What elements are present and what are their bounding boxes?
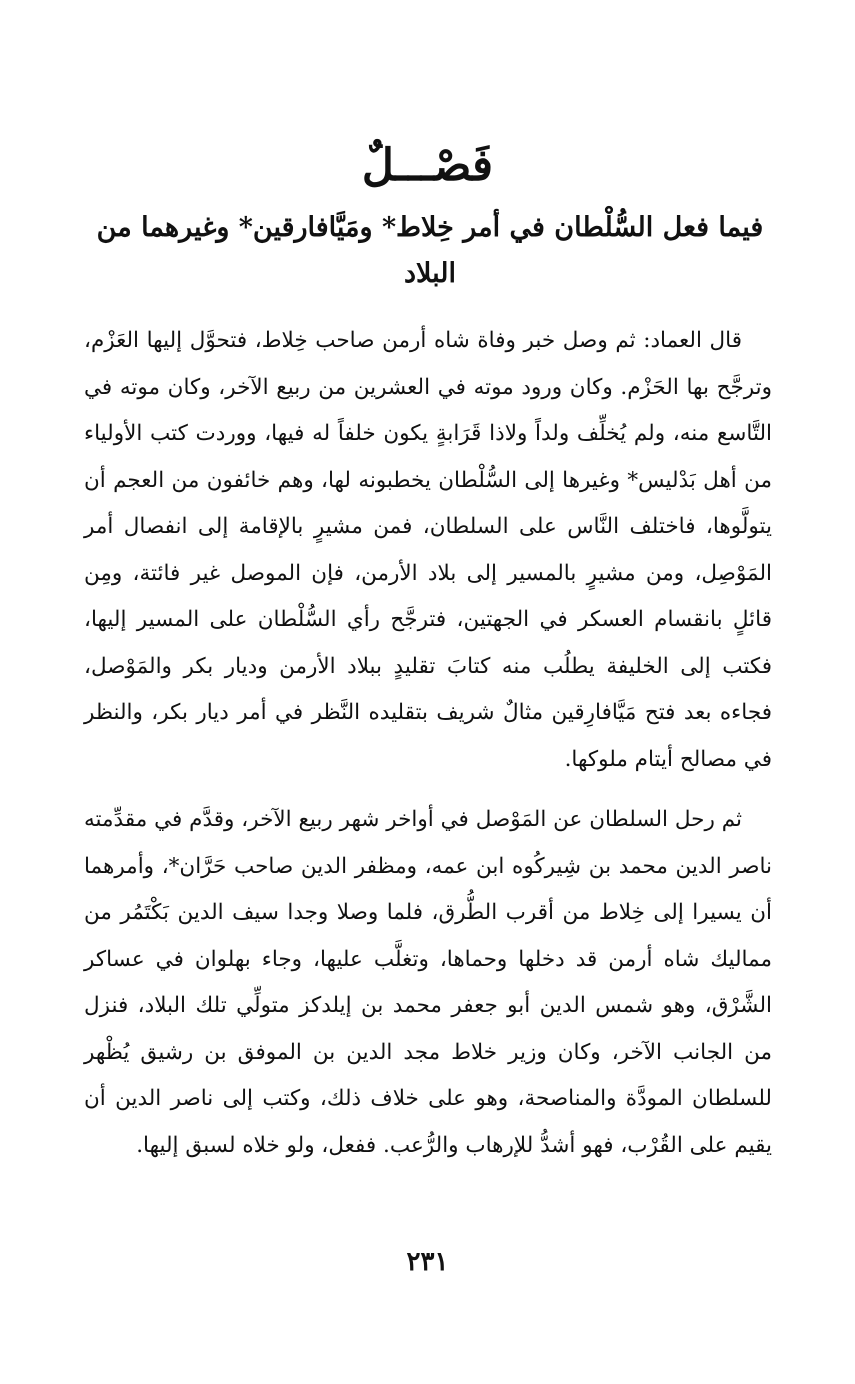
- page-number: ٢٣١: [406, 1247, 449, 1277]
- section-heading: فَصْـــلٌ: [361, 140, 494, 191]
- chapter-title: فيما فعل السُّلْطان في أمر خِلاط* ومَيَّافارقين* وغيرهما من البلاد: [96, 212, 764, 289]
- paragraph-1: قال العماد: ثم وصل خبر وفاة شاه أرمن صاحب خِلاط، فتحوَّل إليها العَزْم، وترجَّح بها الحَزْم. وكان ورود موته في العشرين من ربيع الآخر، وكان موته في التَّاسع منه، ولم يُخلِّف ولداً ولاذا قَرَابةٍ يكون خلفاً له فيها، ووردت كتب الأولياء من أهل بَدْليس* وغيرها إلى السُّلْطان يخطبونه لها، وهم خائفون من العجم أن يتولَّوها، فاختلف النَّاس على السلطان، فمن مشيرٍ بالإقامة إلى انفصال أمر المَوْصِل، ومن مشيرٍ بالمسير إلى بلاد الأرمن، فإن الموصل غير فائتة، ومِن قائلٍ بانقسام العسكر في الجهتين، فترجَّح رأي السُّلْطان على المسير إليها، فكتب إلى الخليفة يطلُب منه كتابَ تقليدٍ ببلاد الأرمن وديار بكر والمَوْصل، فجاءه بعد فتح مَيَّافارِقين مثالٌ شريف بتقليده النَّظر في أمر ديار بكر، والنظر في مصالح أيتام ملوكها.: [84, 328, 772, 772]
- body-text: [84, 318, 772, 1169]
- paragraph-2: ثم رحل السلطان عن المَوْصل في أواخر شهر ربيع الآخر، وقدَّم في مقدِّمته ناصر الدين محمد بن شِيركُوه ابن عمه، ومظفر الدين صاحب حَرَّان*، وأمرهما أن يسيرا إلى خِلاط من أقرب الطُّرق، فلما وصلا وجدا سيف الدين بَكْتَمُر من مماليك شاه أرمن قد دخلها وحماها، وتغلَّب عليها، وجاء بهلوان في عساكر الشَّرْق، وهو شمس الدين أبو جعفر محمد بن إيلدكز متولِّي تلك البلاد، فنزل من الجانب الآخر، وكان وزير خلاط مجد الدين بن الموفق بن رشيق يُظْهر للسلطان المودَّة والمناصحة، وهو على خلاف ذلك، وكتب إلى ناصر الدين أن يقيم على القُرْب، فهو أشدُّ للإرهاب والرُّعب. ففعل، ولو خلاه لسبق إليها.: [84, 807, 772, 1158]
